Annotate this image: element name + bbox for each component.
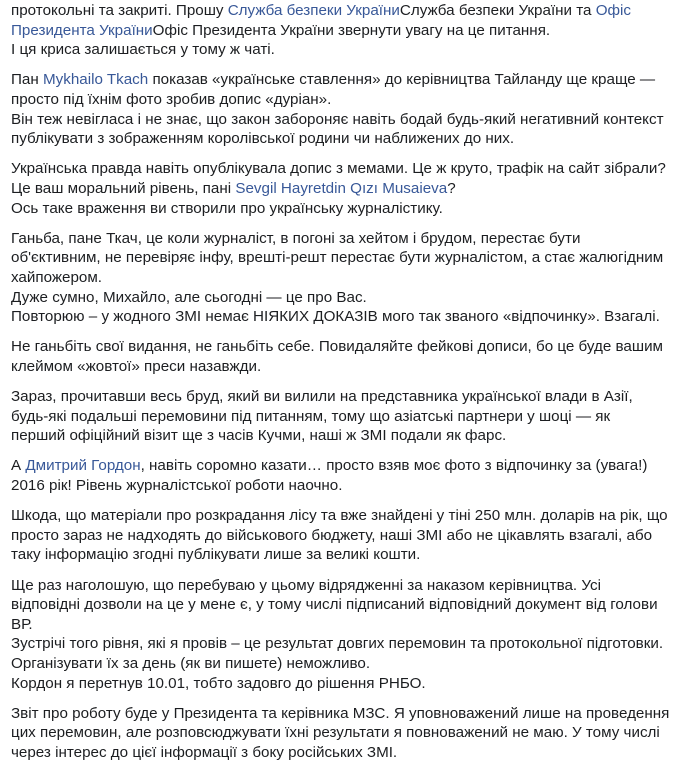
post-text-segment: Офіс Президента України звернути увагу на це питання.	[152, 21, 551, 39]
post-line	[11, 357, 666, 377]
post-line	[11, 110, 666, 130]
post-line	[11, 90, 666, 110]
post-text-segment: Служба безпеки України та	[399, 2, 596, 19]
post-line	[11, 307, 666, 327]
post-line	[11, 407, 666, 427]
post-text-segment: через інтерес до цієї інформації з боку російських ЗМІ.	[11, 743, 398, 761]
post-text-segment: хайпожером.	[11, 268, 103, 286]
post-text-segment: перший офіційний візит ще з часів Кучми, наші ж ЗМІ подали як фарс.	[11, 427, 507, 445]
post-line	[11, 456, 666, 476]
post-text-segment: Повторюю – у жодного ЗМІ немає НІЯКИХ ДОКАЗІВ мого так званого «відпочинку». Взагалі.	[11, 308, 660, 326]
post-paragraph	[11, 337, 666, 376]
post-text-segment: Кордон я перетнув 10.01, тобто задовго до рішення РНБО.	[11, 674, 426, 692]
post-line	[11, 634, 666, 654]
mention-link[interactable]: Дмитрий Гордон	[25, 457, 141, 475]
post-line	[11, 506, 666, 526]
post-text-segment: Звіт про роботу буде у Президента та керівника МЗС. Я уповноважений лише на проведення	[11, 704, 670, 722]
post-paragraph	[11, 704, 670, 763]
post-line	[11, 179, 666, 199]
post-text-segment: Ось таке враження ви створили про українську журналістику.	[11, 199, 443, 217]
post-line	[11, 723, 666, 743]
post-text-segment: Це ваш моральний рівень, пані	[11, 179, 236, 197]
post-text-segment: таку інформацію згодні публікувати лише за великі кошти.	[11, 546, 421, 564]
post-line	[11, 70, 666, 90]
post-text-segment: Ганьба, пане Ткач, це коли журналіст, в погоні за хейтом і брудом, перестає бути	[11, 229, 581, 247]
post-paragraph	[11, 1, 666, 60]
post-line	[11, 288, 666, 308]
post-text-segment: Не ганьбіть свої видання, не ганьбіть себе. Повидаляйте фейкові дописи, бо це буде вашим	[11, 338, 663, 356]
post-line	[11, 248, 666, 268]
post-text-segment: відповідні дозволи на це у мене є, у тому числі підписаний відповідний документ від голови	[11, 596, 658, 614]
post-line	[11, 743, 666, 763]
post-paragraph	[11, 576, 666, 694]
post-line	[11, 595, 666, 615]
post-line	[11, 654, 666, 674]
post-text-segment: Організувати їх за день (як ви пишете) неможливо.	[11, 654, 371, 672]
post-line	[11, 426, 666, 446]
post-text-segment: об'єктивним, не перевіряє інфу, врешті-решт перестає бути журналістом, а стає жалюгідним	[11, 249, 664, 267]
post-text-segment: будь-які подальші перемовини під питанням, тому що азіатські партнери у шоці — як	[11, 407, 611, 425]
post-paragraph	[11, 506, 666, 565]
post-text-segment: просто під їхнім фото зробив допис «дуріан».	[11, 90, 332, 108]
post-text-segment: , навіть соромно казати… просто взяв моє фото з відпочинку за (увага!)	[140, 457, 648, 475]
mention-link[interactable]: Mykhailo Tkach	[42, 71, 149, 89]
post-line	[11, 387, 666, 407]
post-text-segment: Зустрічі того рівня, які я провів – це результат довгих перемовин та протокольної підготовки.	[11, 635, 664, 653]
post-text-segment: Українська правда навіть опублікувала допис з мемами. Це ж круто, трафік на сайт зібрали?	[11, 160, 666, 178]
mention-link[interactable]: Президента України	[11, 21, 153, 39]
post-line	[11, 576, 666, 596]
post-text-segment: показав «українське ставлення» до керівництва Тайланду ще краще —	[148, 71, 656, 89]
post-text-segment: Дуже сумно, Михайло, але сьогодні — це про Вас.	[11, 288, 367, 306]
post-line	[11, 229, 666, 249]
post-paragraph	[11, 159, 666, 218]
post-line	[11, 199, 666, 219]
post-line	[11, 704, 670, 724]
post-text-segment: Шкода, що матеріали про розкрадання лісу та вже знайдені у тіні 250 млн. доларів на рік, що	[11, 507, 668, 525]
post-paragraph	[11, 70, 666, 148]
post-text-segment: Ще раз наголошую, що перебуваю у цьому відрядженні за наказом керівництва. Усі	[11, 576, 601, 594]
post-text-segment: І ця криса залишається у тому ж чаті.	[11, 41, 275, 59]
post-line	[11, 476, 666, 496]
post-line	[11, 129, 666, 149]
post-line	[11, 1, 666, 21]
post-text-segment: ?	[447, 179, 456, 197]
post-text-segment: просто зараз не надходять до військового бюджету, наші ЗМІ або не цікавлять взагалі, або	[11, 526, 653, 544]
post-line	[11, 40, 666, 60]
post-line	[11, 159, 666, 179]
post-line	[11, 545, 666, 565]
post-text-segment: протокольні та закриті. Прошу	[11, 2, 228, 19]
mention-link[interactable]: Sevgil Hayretdin Qızı Musaieva	[235, 179, 448, 197]
post-line	[11, 674, 666, 694]
post-text-segment: цих перемовин, але розповсюджувати їхні результати я повноважений не маю. У тому числі	[11, 724, 660, 742]
post-line	[11, 337, 666, 357]
post-text-segment: А	[11, 457, 26, 475]
post-text-segment: Пан	[11, 71, 43, 89]
post-paragraph	[11, 456, 666, 495]
post-text-segment: Зараз, прочитавши весь бруд, який ви вилили на представника української влади в Азії,	[11, 388, 633, 406]
post-text-segment: ВР.	[11, 615, 33, 633]
mention-link[interactable]: Офіс	[595, 2, 631, 19]
post-text-segment: публікувати з зображенням королівської родини чи наближених до них.	[11, 130, 515, 148]
post-text-segment: 2016 рік! Рівень журналістської роботи наочно.	[11, 477, 343, 495]
mention-link[interactable]: Служба безпеки України	[227, 2, 400, 19]
post-paragraph	[11, 229, 666, 327]
post-line	[11, 526, 666, 546]
post-text-segment: клеймом «жовтої» преси назавжди.	[11, 357, 262, 375]
post-text-segment: Він теж невігласа і не знає, що закон забороняє навіть бодай будь-який негативний контекст	[11, 110, 664, 128]
post-line	[11, 615, 666, 635]
post-paragraph	[11, 387, 666, 446]
post-line	[11, 21, 666, 41]
post-line	[11, 268, 666, 288]
